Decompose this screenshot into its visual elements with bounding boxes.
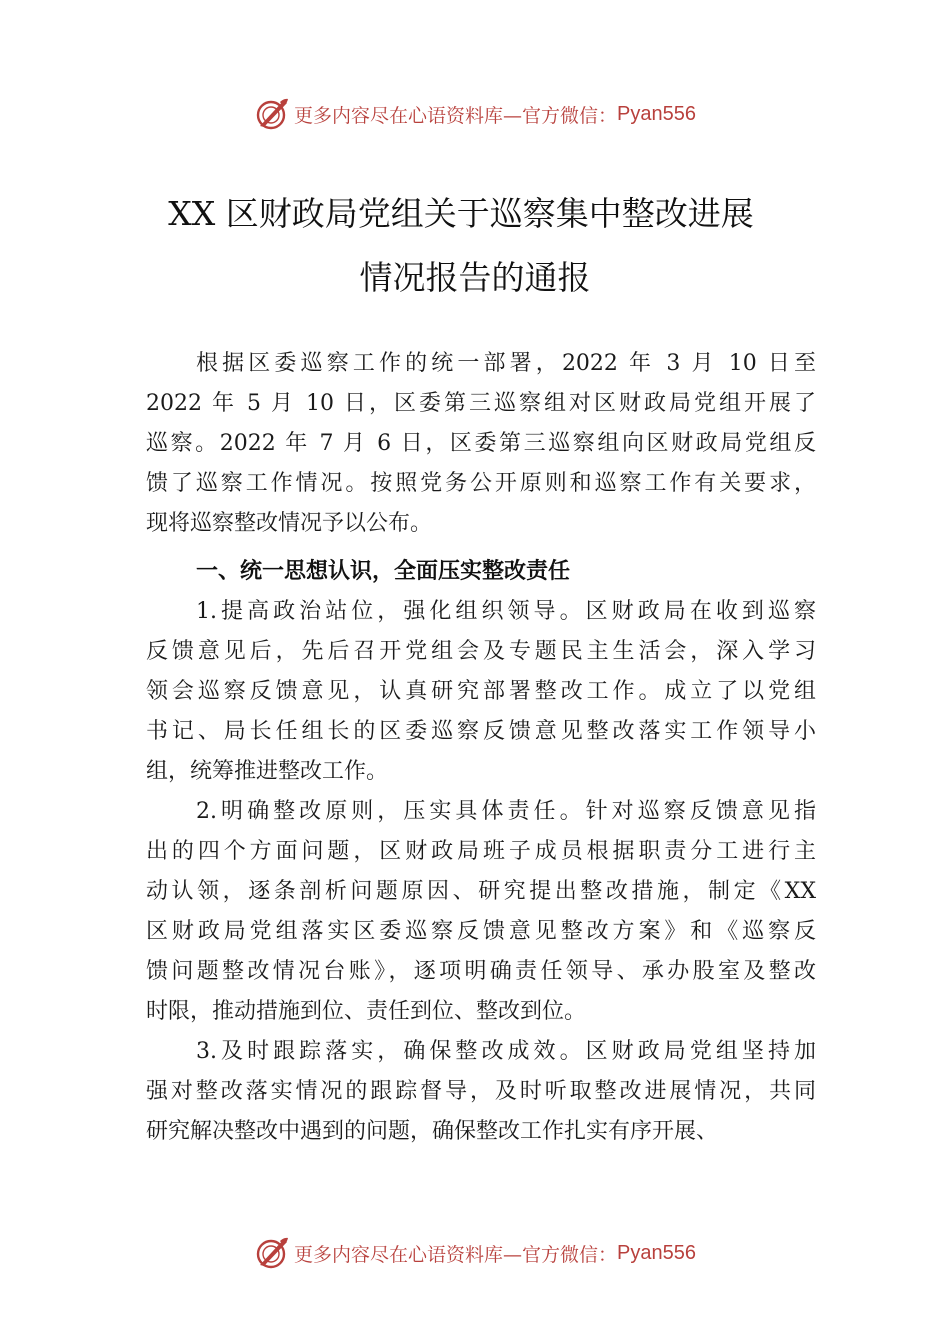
watermark-banner-bottom	[0, 1233, 950, 1273]
paragraph-line: 现将巡察整改情况予以公布。	[146, 511, 433, 536]
paragraph-line: 动认领，逐条剖析问题原因、研究提出整改措施，制定《XX	[146, 879, 816, 904]
paragraph-line: 时限，推动措施到位、责任到位、整改到位。	[146, 999, 587, 1024]
document-title-line-2: 情况报告的通报	[359, 258, 591, 297]
paragraph-line: 组，统筹推进整改工作。	[146, 759, 389, 784]
section-heading: 一、统一思想认识，全面压实整改责任	[196, 559, 571, 584]
paragraph-line: 1.提高政治站位，强化组织领导。区财政局在收到巡察	[196, 599, 816, 624]
watermark-wechat-id: Pyan556	[617, 1241, 696, 1264]
paragraph-line: 区财政局党组落实区委巡察反馈意见整改方案》和《巡察反	[146, 919, 816, 944]
watermark-text: 更多内容尽在心语资料库—官方微信：	[294, 1243, 618, 1266]
watermark-banner-top	[0, 94, 950, 134]
paragraph-line: 强对整改落实情况的跟踪督导，及时听取整改进展情况，共同	[146, 1079, 816, 1104]
paragraph-line: 领会巡察反馈意见，认真研究部署整改工作。成立了以党组	[146, 679, 816, 704]
paragraph-line: 书记、局长任组长的区委巡察反馈意见整改落实工作领导小	[146, 719, 816, 744]
paragraph-line: 根据区委巡察工作的统一部署，2022 年 3 月 10 日至	[196, 351, 816, 376]
paragraph-line: 3.及时跟踪落实，确保整改成效。区财政局党组坚持加	[196, 1039, 816, 1064]
quill-seal-icon	[254, 96, 290, 132]
watermark-wechat-id: Pyan556	[617, 102, 696, 125]
watermark-text: 更多内容尽在心语资料库—官方微信：	[294, 104, 618, 127]
quill-seal-icon	[254, 1235, 290, 1271]
document-title-line-1: XX 区财政局党组关于巡察集中整改进展	[168, 194, 754, 233]
paragraph-line: 2.明确整改原则，压实具体责任。针对巡察反馈意见指	[196, 799, 816, 824]
paragraph-line: 馈了巡察工作情况。按照党务公开原则和巡察工作有关要求，	[146, 471, 816, 496]
paragraph-line: 研究解决整改中遇到的问题，确保整改工作扎实有序开展、	[146, 1119, 719, 1144]
paragraph-line: 出的四个方面问题，区财政局班子成员根据职责分工进行主	[146, 839, 816, 864]
section-item-1	[146, 592, 816, 792]
paragraph-line: 馈问题整改情况台账》，逐项明确责任领导、承办股室及整改	[146, 959, 816, 984]
paragraph-line: 2022 年 5 月 10 日，区委第三巡察组对区财政局党组开展了	[146, 391, 816, 416]
section-item-2	[146, 792, 816, 1032]
paragraph-line: 巡察。2022 年 7 月 6 日，区委第三巡察组向区财政局党组反	[146, 431, 816, 456]
intro-paragraph	[146, 344, 816, 544]
paragraph-line: 反馈意见后，先后召开党组会及专题民主生活会，深入学习	[146, 639, 816, 664]
section-item-3	[146, 1032, 816, 1152]
